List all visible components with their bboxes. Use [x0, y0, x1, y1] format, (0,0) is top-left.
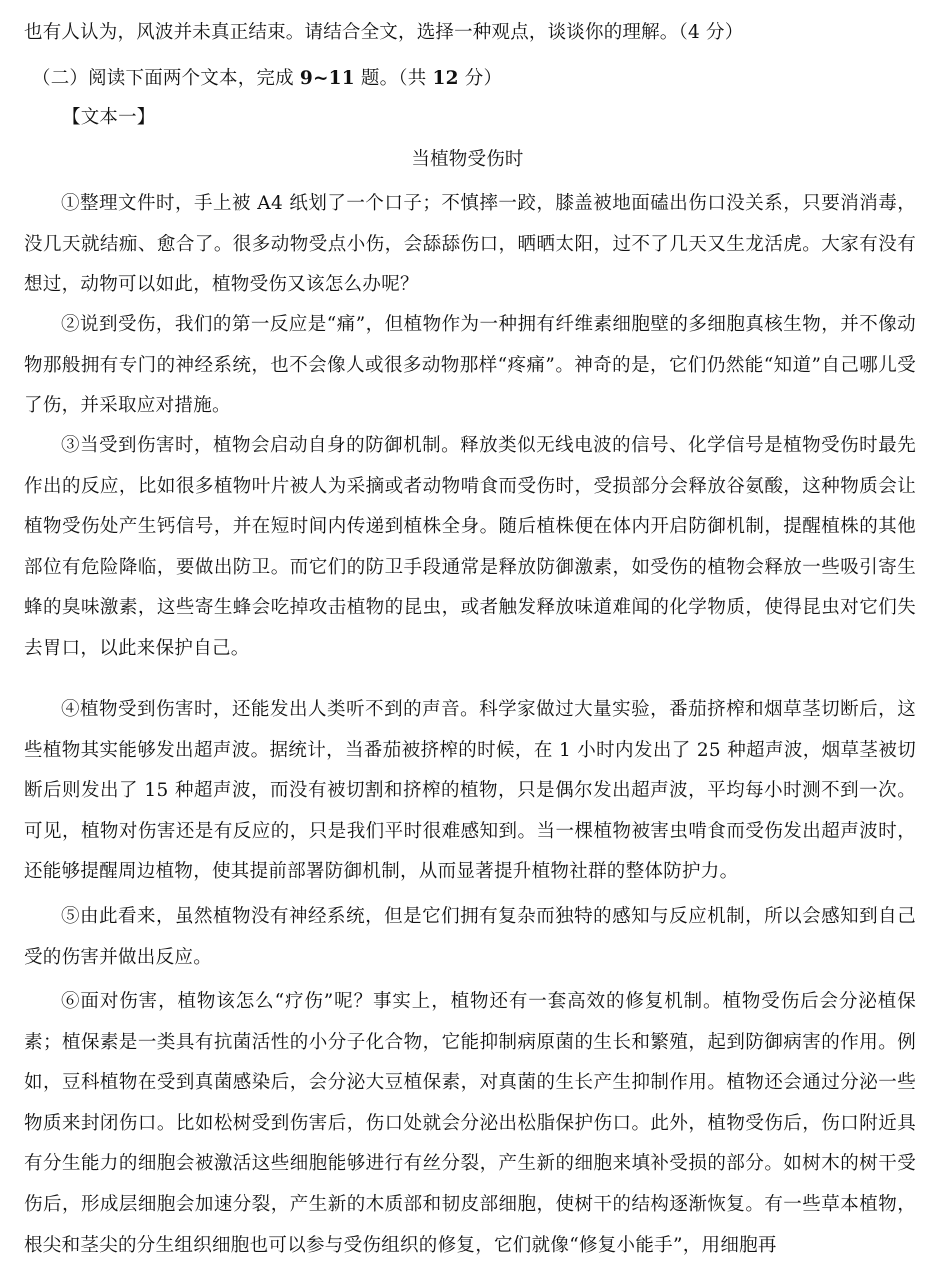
text-one-label: 【文本一】 — [62, 107, 156, 128]
paragraph-2: ②说到受伤，我们的第一反应是“痛”，但植物作为一种拥有纤维素细胞壁的多细胞真核生物，并不像动物那般拥有专门的神经系统，也不会像人或很多动物那样“疼痛”。神奇的是，它们仍然能“知道”自己哪儿受了伤，并采取应对措施。 — [24, 314, 916, 417]
question-tail-text: 也有人认为，风波并未真正结束。请结合全文，选择一种观点，谈谈你的理解。（4 分） — [24, 22, 744, 43]
paragraph-6: ⑥面对伤害，植物该怎么“疗伤”呢？事实上，植物还有一套高效的修复机制。植物受伤后会分泌植保素；植保素是一类具有抗菌活性的小分子化合物，它能抑制病原菌的生长和繁殖，起到防御病害的作用。例如，豆科植物在受到真菌感染后，会分泌大豆植保素，对真菌的生长产生抑制作用。植物还会通过分泌一些物质来封闭伤口。比如松树受到伤害后，伤口处就会分泌出松脂保护伤口。此外，植物受伤后，伤口附近具有分生能力的细胞会被激活这些细胞能够进行有丝分裂，产生新的细胞来填补受损的部分。如树木的树干受伤后，形成层细胞会加速分裂，产生新的木质部和韧皮部细胞，使树干的结构逐渐恢复。有一些草本植物，根尖和茎尖的分生组织细胞也可以参与受伤组织的修复，它们就像“修复小能手”，用细胞再 — [24, 991, 916, 1256]
paragraph-1: ①整理文件时，手上被 A4 纸划了一个口子；不慎摔一跤，膝盖被地面磕出伤口没关系，只要消消毒，没几天就结痂、愈合了。很多动物受点小伤，会舔舔伤口，晒晒太阳，过不了几天又生龙活虎。大家有没有想过，动物可以如此，植物受伤又该怎么办呢？ — [24, 193, 916, 296]
paragraph-5: ⑤由此看来，虽然植物没有神经系统，但是它们拥有复杂而独特的感知与反应机制，所以会感知到自己受的伤害并做出反应。 — [24, 906, 916, 968]
paragraph-1-block — [24, 184, 916, 306]
paragraph-4: ④植物受到伤害时，还能发出人类听不到的声音。科学家做过大量实验，番茄挤榨和烟草茎切断后，这些植物其实能够发出超声波。据统计，当番茄被挤榨的时候，在 1 小时内发出了 25 种超声波，烟草茎被切断后则发出了 15 种超声波，而没有被切割和挤榨的植物，只是偶尔发出超声波，平均每小时测不到一次。可见，植物对伤害还是有反应的，只是我们平时很难感知到。当一棵植物被害虫啃食而受伤发出超声波时，还能够提醒周边植物，使其提前部署防御机制，从而显著提升植物社群的整体防护力。 — [24, 699, 916, 883]
paragraph-3: ③当受到伤害时，植物会启动自身的防御机制。释放类似无线电波的信号、化学信号是植物受伤时最先作出的反应，比如很多植物叶片被人为采摘或者动物啃食而受伤时，受损部分会释放谷氨酸，这种物质会让植物受伤处产生钙信号，并在短时间内传递到植株全身。随后植株便在体内开启防御机制，提醒植株的其他部位有危险降临，要做出防卫。而它们的防卫手段通常是释放防御激素，如受伤的植物会释放一些吸引寄生蜂的臭味激素，这些寄生蜂会吃掉攻击植物的昆虫，或者触发释放味道难闻的化学物质，使得昆虫对它们失去胃口，以此来保护自己。 — [24, 435, 916, 659]
section-suffix: 分） — [458, 68, 503, 89]
section-points: 12 — [432, 68, 459, 89]
section-heading — [32, 67, 502, 90]
paragraph-5-block — [24, 897, 916, 978]
paragraph-2-block — [24, 305, 916, 427]
section-prefix: （二）阅读下面两个文本，完成 — [32, 68, 300, 89]
paragraph-4-block — [24, 690, 916, 893]
paragraph-6-block — [24, 982, 916, 1266]
section-middle: 题。（共 — [354, 68, 433, 89]
paragraph-3-block — [24, 426, 916, 670]
article-title: 当植物受伤时 — [411, 149, 524, 170]
section-range: 9~11 — [299, 68, 355, 89]
